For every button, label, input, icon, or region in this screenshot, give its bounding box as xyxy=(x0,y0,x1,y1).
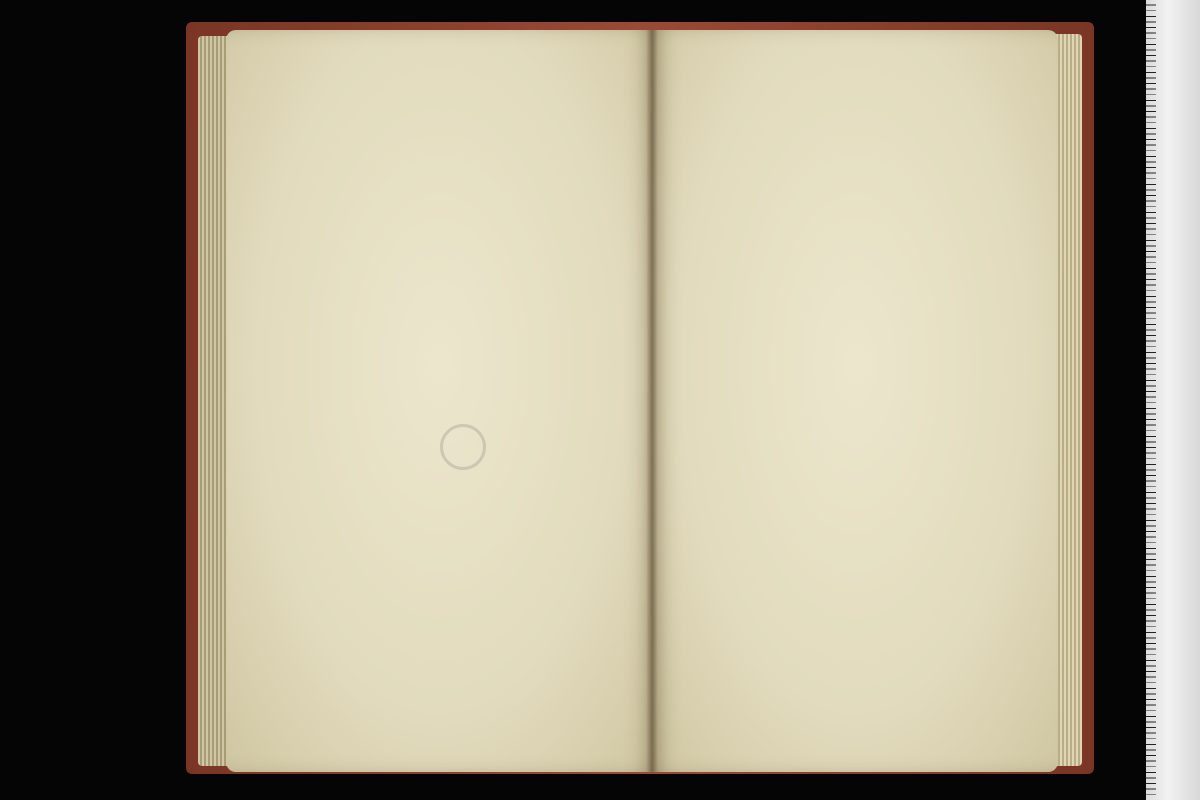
left-page xyxy=(226,30,654,772)
right-page xyxy=(652,30,1058,772)
measuring-ruler xyxy=(1146,0,1200,800)
book-gutter xyxy=(646,30,658,772)
watermark-seal xyxy=(440,424,486,470)
ruler-ticks xyxy=(1146,0,1200,800)
library-watermark xyxy=(440,424,860,504)
